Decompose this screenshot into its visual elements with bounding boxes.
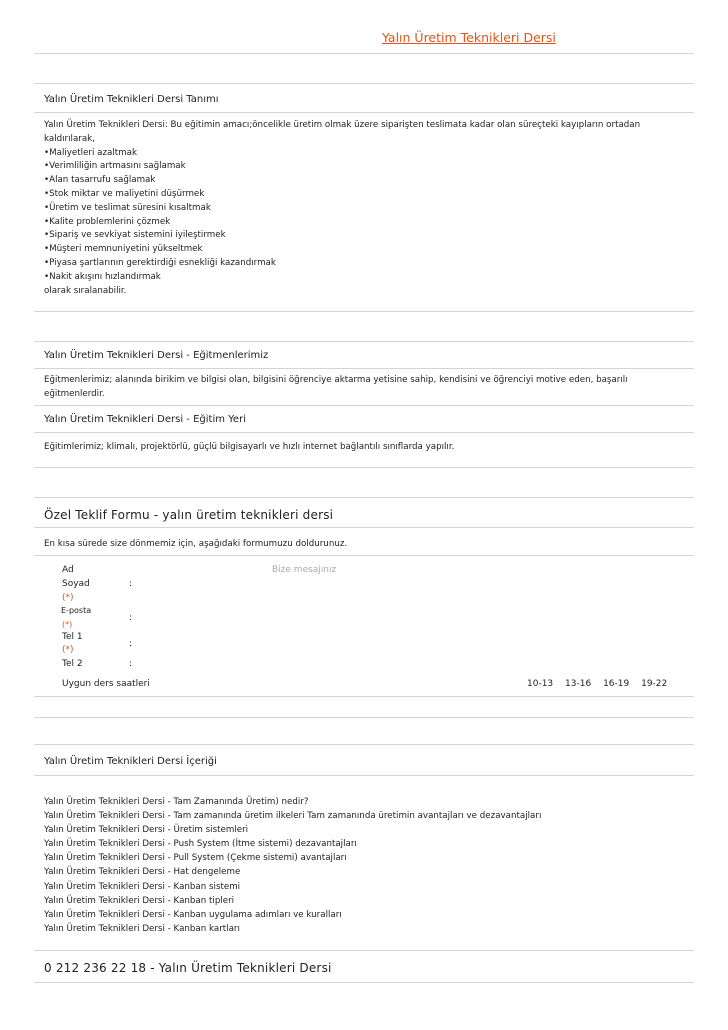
bullet-item: •Sipariş ve sevkiyat sistemini iyileştirmek [44, 230, 226, 241]
list-item: Yalın Üretim Teknikleri Dersi - Üretim sistemleri [44, 825, 249, 836]
footer-contact: 0 212 236 22 18 - Yalın Üretim Teknikleri Dersi [44, 961, 332, 975]
divider [34, 311, 694, 312]
divider [34, 775, 694, 776]
list-item: Yalın Üretim Teknikleri Dersi - Kanban uygulama adımları ve kuralları [44, 909, 342, 920]
bullet-item: •Nakit akışını hızlandırmak [44, 271, 161, 282]
email-label: E-posta [61, 606, 92, 615]
definition-closing: olarak sıralanabilir. [44, 285, 127, 296]
divider [34, 717, 694, 718]
definition-intro: Yalın Üretim Teknikleri Dersi: Bu eğitimin amacı;öncelikle üretim olmak üzere siparişten teslimata kadar olan süreçteki kayıpların ortadan [44, 120, 641, 130]
divider [34, 950, 694, 951]
location-body [44, 441, 694, 455]
hours-options [518, 679, 667, 689]
required-mark: (*) [62, 593, 74, 603]
hours-option[interactable]: 19-22 [641, 679, 668, 689]
email-field[interactable]: : [129, 613, 133, 623]
surname-field[interactable]: : [129, 579, 133, 589]
trainers-text: eğitmenlerdir. [44, 388, 105, 399]
phone1-label: Tel 1 [62, 632, 83, 642]
bullet-item: •Müşteri memnuniyetini yükseltmek [44, 244, 203, 255]
list-item: Yalın Üretim Teknikleri Dersi - Pull System (Çekme sistemi) avantajları [44, 853, 347, 864]
form-subtitle [44, 538, 694, 552]
location-text: Eğitimlerimiz; klimalı, projektörlü, güçlü bilgisayarlı ve hızlı internet bağlantılı sınıflarda yapılır. [44, 442, 455, 452]
definition-body [44, 119, 694, 298]
phone2-label: Tel 2 [62, 659, 83, 669]
definition-heading: Yalın Üretim Teknikleri Dersi Tanımı [44, 94, 219, 105]
page-title-link[interactable]: Yalın Üretim Teknikleri Dersi [382, 30, 556, 45]
hours-option[interactable]: 16-19 [603, 679, 630, 689]
phone2-field[interactable]: : [129, 659, 133, 669]
bullet-item: •Piyasa şartlarının gerektirdiği esnekliği kazandırmak [44, 257, 276, 268]
list-item: Yalın Üretim Teknikleri Dersi - Tam zamanında üretim ilkeleri Tam zamanında üretimin avantajları ve dezavantajları [44, 811, 542, 822]
required-mark: (*) [62, 645, 74, 655]
hours-option[interactable]: 10-13 [527, 679, 554, 689]
definition-intro: kaldırılarak, [44, 133, 95, 144]
bullet-item: •Üretim ve teslimat süresini kısaltmak [44, 202, 211, 213]
form-heading: Özel Teklif Formu - yalın üretim teknikleri dersi [44, 508, 334, 522]
list-item: Yalın Üretim Teknikleri Dersi - Hat dengeleme [44, 867, 241, 878]
bullet-item: •Verimliliğin artmasını sağlamak [44, 161, 186, 172]
divider [34, 555, 694, 556]
required-mark: (*) [62, 620, 73, 629]
bullet-item: •Stok miktar ve maliyetini düşürmek [44, 188, 205, 199]
trainers-heading: Yalın Üretim Teknikleri Dersi - Eğitmenlerimiz [44, 350, 269, 361]
list-item: Yalın Üretim Teknikleri Dersi - Kanban kartları [44, 923, 240, 934]
bullet-item: •Maliyetleri azaltmak [44, 147, 138, 158]
hours-label: Uygun ders saatleri [62, 679, 150, 689]
bullet-item: •Alan tasarrufu sağlamak [44, 175, 156, 186]
phone1-field[interactable]: : [129, 639, 133, 649]
form-subtitle-text: En kısa sürede size dönmemiz için, aşağıdaki formumuzu doldurunuz. [44, 539, 348, 549]
divider [34, 467, 694, 468]
hours-option[interactable]: 13-16 [565, 679, 592, 689]
divider [34, 527, 694, 528]
divider [34, 432, 694, 433]
location-heading: Yalın Üretim Teknikleri Dersi - Eğitim Yeri [44, 414, 246, 425]
name-label: Ad [62, 565, 74, 575]
divider [34, 982, 694, 983]
contents-list [44, 795, 541, 936]
trainers-body [44, 374, 694, 402]
bullet-item: •Kalite problemlerini çözmek [44, 216, 171, 227]
trainers-text: Eğitmenlerimiz; alanında birikim ve bilgisi olan, bilgisini öğrenciye aktarma yetisine sahip, kendisini ve öğrenciyi motive eden, başarılı [44, 375, 628, 385]
divider [34, 341, 694, 342]
divider [34, 53, 694, 54]
divider [34, 744, 694, 745]
divider [34, 368, 694, 369]
divider [34, 696, 694, 697]
list-item: Yalın Üretim Teknikleri Dersi - Kanban tipleri [44, 895, 235, 906]
contents-heading: Yalın Üretim Teknikleri Dersi İçeriği [44, 756, 217, 767]
surname-label: Soyad [62, 579, 90, 589]
list-item: Yalın Üretim Teknikleri Dersi - Kanban sistemi [44, 881, 241, 892]
divider [34, 112, 694, 113]
divider [34, 83, 694, 84]
divider [34, 497, 694, 498]
message-textarea[interactable]: Bize mesajınız [272, 565, 337, 575]
divider [34, 405, 694, 406]
list-item: Yalın Üretim Teknikleri Dersi - Tam Zamanında Üretim) nedir? [44, 797, 309, 807]
list-item: Yalın Üretim Teknikleri Dersi - Push System (İtme sistemi) dezavantajları [44, 839, 357, 850]
